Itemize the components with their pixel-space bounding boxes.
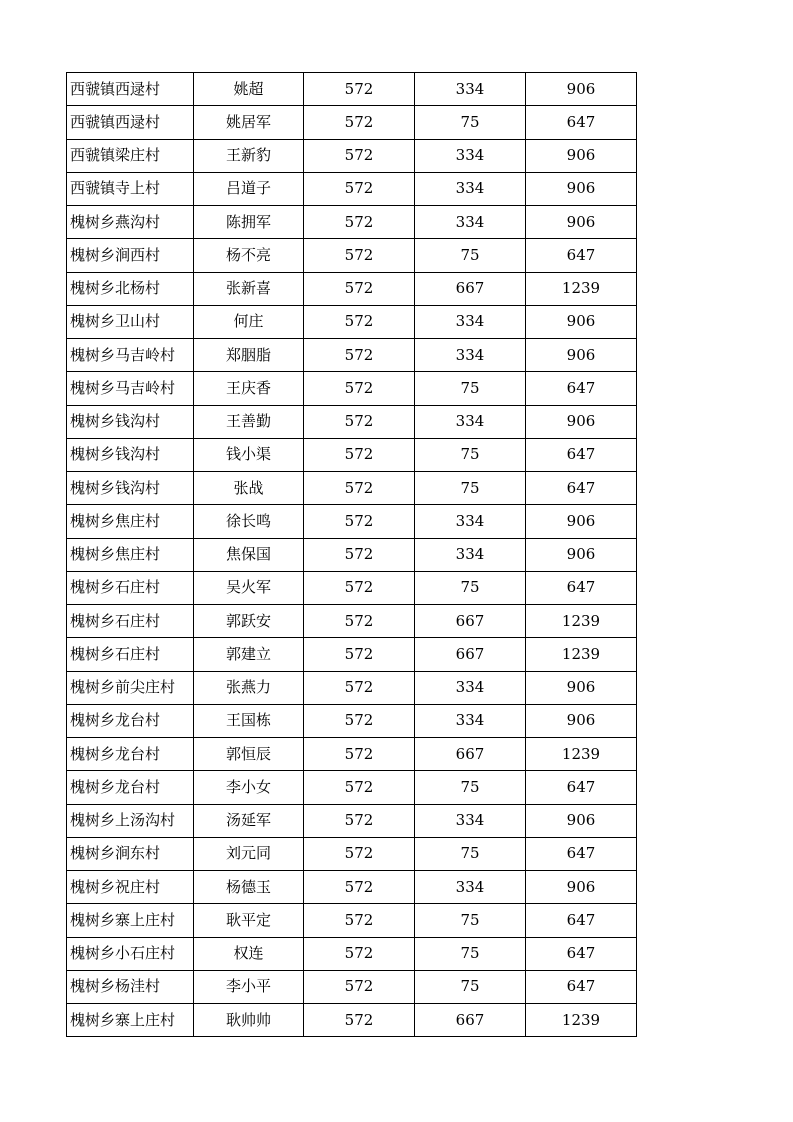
amount-b-cell: 75 xyxy=(415,904,526,937)
amount-b-cell: 75 xyxy=(415,438,526,471)
total-cell: 647 xyxy=(526,904,637,937)
village-cell: 槐树乡杨洼村 xyxy=(67,970,194,1003)
total-cell: 906 xyxy=(526,671,637,704)
person-name-cell: 王善勤 xyxy=(194,405,304,438)
person-name-cell: 权连 xyxy=(194,937,304,970)
person-name-cell: 郭建立 xyxy=(194,638,304,671)
village-cell: 槐树乡石庄村 xyxy=(67,638,194,671)
amount-b-cell: 667 xyxy=(415,605,526,638)
village-cell: 西虢镇梁庄村 xyxy=(67,139,194,172)
amount-a-cell: 572 xyxy=(304,438,415,471)
person-name-cell: 吴火军 xyxy=(194,571,304,604)
village-cell: 槐树乡钱沟村 xyxy=(67,405,194,438)
total-cell: 647 xyxy=(526,771,637,804)
total-cell: 906 xyxy=(526,505,637,538)
amount-a-cell: 572 xyxy=(304,704,415,737)
amount-a-cell: 572 xyxy=(304,937,415,970)
village-cell: 槐树乡上汤沟村 xyxy=(67,804,194,837)
amount-a-cell: 572 xyxy=(304,638,415,671)
amount-a-cell: 572 xyxy=(304,239,415,272)
amount-a-cell: 572 xyxy=(304,970,415,1003)
amount-a-cell: 572 xyxy=(304,305,415,338)
person-name-cell: 张战 xyxy=(194,472,304,505)
amount-a-cell: 572 xyxy=(304,106,415,139)
total-cell: 647 xyxy=(526,106,637,139)
amount-a-cell: 572 xyxy=(304,738,415,771)
amount-b-cell: 334 xyxy=(415,172,526,205)
table-row xyxy=(67,937,637,970)
person-name-cell: 张燕力 xyxy=(194,671,304,704)
village-cell: 西虢镇寺上村 xyxy=(67,172,194,205)
person-name-cell: 李小女 xyxy=(194,771,304,804)
table-row xyxy=(67,472,637,505)
table-row xyxy=(67,871,637,904)
total-cell: 1239 xyxy=(526,272,637,305)
person-name-cell: 焦保国 xyxy=(194,538,304,571)
person-name-cell: 汤延军 xyxy=(194,804,304,837)
village-cell: 槐树乡钱沟村 xyxy=(67,472,194,505)
amount-a-cell: 572 xyxy=(304,405,415,438)
village-cell: 槐树乡焦庄村 xyxy=(67,505,194,538)
person-name-cell: 王庆香 xyxy=(194,372,304,405)
table-row xyxy=(67,804,637,837)
table-row xyxy=(67,438,637,471)
amount-a-cell: 572 xyxy=(304,671,415,704)
total-cell: 906 xyxy=(526,139,637,172)
amount-a-cell: 572 xyxy=(304,73,415,106)
table-row xyxy=(67,305,637,338)
person-name-cell: 吕道子 xyxy=(194,172,304,205)
person-name-cell: 钱小渠 xyxy=(194,438,304,471)
person-name-cell: 陈拥军 xyxy=(194,206,304,239)
person-name-cell: 王国栋 xyxy=(194,704,304,737)
amount-a-cell: 572 xyxy=(304,771,415,804)
total-cell: 906 xyxy=(526,73,637,106)
total-cell: 906 xyxy=(526,871,637,904)
total-cell: 647 xyxy=(526,571,637,604)
person-name-cell: 张新喜 xyxy=(194,272,304,305)
amount-b-cell: 334 xyxy=(415,73,526,106)
total-cell: 1239 xyxy=(526,1004,637,1037)
table-row xyxy=(67,638,637,671)
table-row xyxy=(67,505,637,538)
amount-a-cell: 572 xyxy=(304,139,415,172)
amount-b-cell: 667 xyxy=(415,738,526,771)
village-cell: 槐树乡涧东村 xyxy=(67,837,194,870)
table-row xyxy=(67,405,637,438)
table-row xyxy=(67,704,637,737)
amount-b-cell: 334 xyxy=(415,704,526,737)
table-row xyxy=(67,571,637,604)
person-name-cell: 王新豹 xyxy=(194,139,304,172)
person-name-cell: 杨德玉 xyxy=(194,871,304,904)
total-cell: 906 xyxy=(526,704,637,737)
amount-b-cell: 334 xyxy=(415,804,526,837)
amount-b-cell: 75 xyxy=(415,106,526,139)
total-cell: 647 xyxy=(526,239,637,272)
person-name-cell: 刘元同 xyxy=(194,837,304,870)
total-cell: 647 xyxy=(526,372,637,405)
person-name-cell: 李小平 xyxy=(194,970,304,1003)
table-row xyxy=(67,1004,637,1037)
table-row xyxy=(67,738,637,771)
person-name-cell: 郑胭脂 xyxy=(194,339,304,372)
village-cell: 西虢镇西逯村 xyxy=(67,106,194,139)
total-cell: 647 xyxy=(526,438,637,471)
amount-a-cell: 572 xyxy=(304,339,415,372)
table-row xyxy=(67,538,637,571)
table-row xyxy=(67,172,637,205)
table-row xyxy=(67,139,637,172)
village-cell: 槐树乡龙台村 xyxy=(67,771,194,804)
person-name-cell: 姚超 xyxy=(194,73,304,106)
person-name-cell: 郭跃安 xyxy=(194,605,304,638)
amount-a-cell: 572 xyxy=(304,804,415,837)
amount-b-cell: 667 xyxy=(415,1004,526,1037)
amount-a-cell: 572 xyxy=(304,904,415,937)
village-cell: 槐树乡寨上庄村 xyxy=(67,904,194,937)
table-row xyxy=(67,106,637,139)
amount-b-cell: 334 xyxy=(415,339,526,372)
amount-a-cell: 572 xyxy=(304,871,415,904)
amount-a-cell: 572 xyxy=(304,1004,415,1037)
village-cell: 槐树乡祝庄村 xyxy=(67,871,194,904)
amount-b-cell: 334 xyxy=(415,206,526,239)
person-name-cell: 郭恒辰 xyxy=(194,738,304,771)
village-cell: 槐树乡石庄村 xyxy=(67,571,194,604)
amount-a-cell: 572 xyxy=(304,605,415,638)
amount-a-cell: 572 xyxy=(304,206,415,239)
village-cell: 槐树乡马吉岭村 xyxy=(67,372,194,405)
table-row xyxy=(67,904,637,937)
amount-a-cell: 572 xyxy=(304,538,415,571)
total-cell: 906 xyxy=(526,206,637,239)
table-row xyxy=(67,605,637,638)
amount-a-cell: 572 xyxy=(304,837,415,870)
amount-a-cell: 572 xyxy=(304,372,415,405)
village-cell: 槐树乡北杨村 xyxy=(67,272,194,305)
person-name-cell: 徐长鸣 xyxy=(194,505,304,538)
village-cell: 槐树乡焦庄村 xyxy=(67,538,194,571)
table-body xyxy=(67,73,637,1037)
amount-b-cell: 75 xyxy=(415,837,526,870)
amount-b-cell: 75 xyxy=(415,571,526,604)
amount-b-cell: 334 xyxy=(415,671,526,704)
table-row xyxy=(67,239,637,272)
total-cell: 1239 xyxy=(526,605,637,638)
village-cell: 槐树乡龙台村 xyxy=(67,738,194,771)
total-cell: 647 xyxy=(526,937,637,970)
table-row xyxy=(67,339,637,372)
village-cell: 槐树乡寨上庄村 xyxy=(67,1004,194,1037)
amount-b-cell: 334 xyxy=(415,871,526,904)
table-row xyxy=(67,970,637,1003)
amount-b-cell: 75 xyxy=(415,372,526,405)
amount-b-cell: 334 xyxy=(415,405,526,438)
amount-b-cell: 667 xyxy=(415,272,526,305)
amount-b-cell: 75 xyxy=(415,937,526,970)
total-cell: 906 xyxy=(526,538,637,571)
total-cell: 906 xyxy=(526,172,637,205)
village-cell: 槐树乡石庄村 xyxy=(67,605,194,638)
table-row xyxy=(67,272,637,305)
village-cell: 槐树乡龙台村 xyxy=(67,704,194,737)
amount-b-cell: 75 xyxy=(415,970,526,1003)
person-name-cell: 耿平定 xyxy=(194,904,304,937)
total-cell: 1239 xyxy=(526,638,637,671)
table-row xyxy=(67,372,637,405)
total-cell: 906 xyxy=(526,804,637,837)
amount-b-cell: 334 xyxy=(415,505,526,538)
person-name-cell: 姚居军 xyxy=(194,106,304,139)
village-cell: 槐树乡钱沟村 xyxy=(67,438,194,471)
amount-b-cell: 75 xyxy=(415,472,526,505)
total-cell: 647 xyxy=(526,970,637,1003)
amount-a-cell: 572 xyxy=(304,505,415,538)
amount-b-cell: 75 xyxy=(415,239,526,272)
amount-b-cell: 75 xyxy=(415,771,526,804)
table-row xyxy=(67,73,637,106)
village-cell: 槐树乡卫山村 xyxy=(67,305,194,338)
person-name-cell: 何庄 xyxy=(194,305,304,338)
data-table xyxy=(66,72,637,1037)
amount-b-cell: 334 xyxy=(415,305,526,338)
amount-b-cell: 334 xyxy=(415,538,526,571)
village-cell: 槐树乡燕沟村 xyxy=(67,206,194,239)
total-cell: 1239 xyxy=(526,738,637,771)
table-row xyxy=(67,837,637,870)
total-cell: 906 xyxy=(526,339,637,372)
village-cell: 槐树乡涧西村 xyxy=(67,239,194,272)
amount-b-cell: 334 xyxy=(415,139,526,172)
amount-a-cell: 572 xyxy=(304,272,415,305)
village-cell: 槐树乡小石庄村 xyxy=(67,937,194,970)
amount-a-cell: 572 xyxy=(304,472,415,505)
amount-a-cell: 572 xyxy=(304,571,415,604)
table-row xyxy=(67,206,637,239)
village-cell: 槐树乡前尖庄村 xyxy=(67,671,194,704)
village-cell: 槐树乡马吉岭村 xyxy=(67,339,194,372)
table-row xyxy=(67,771,637,804)
person-name-cell: 杨不亮 xyxy=(194,239,304,272)
person-name-cell: 耿帅帅 xyxy=(194,1004,304,1037)
village-cell: 西虢镇西逯村 xyxy=(67,73,194,106)
total-cell: 647 xyxy=(526,472,637,505)
total-cell: 906 xyxy=(526,305,637,338)
total-cell: 906 xyxy=(526,405,637,438)
amount-b-cell: 667 xyxy=(415,638,526,671)
table-row xyxy=(67,671,637,704)
amount-a-cell: 572 xyxy=(304,172,415,205)
total-cell: 647 xyxy=(526,837,637,870)
